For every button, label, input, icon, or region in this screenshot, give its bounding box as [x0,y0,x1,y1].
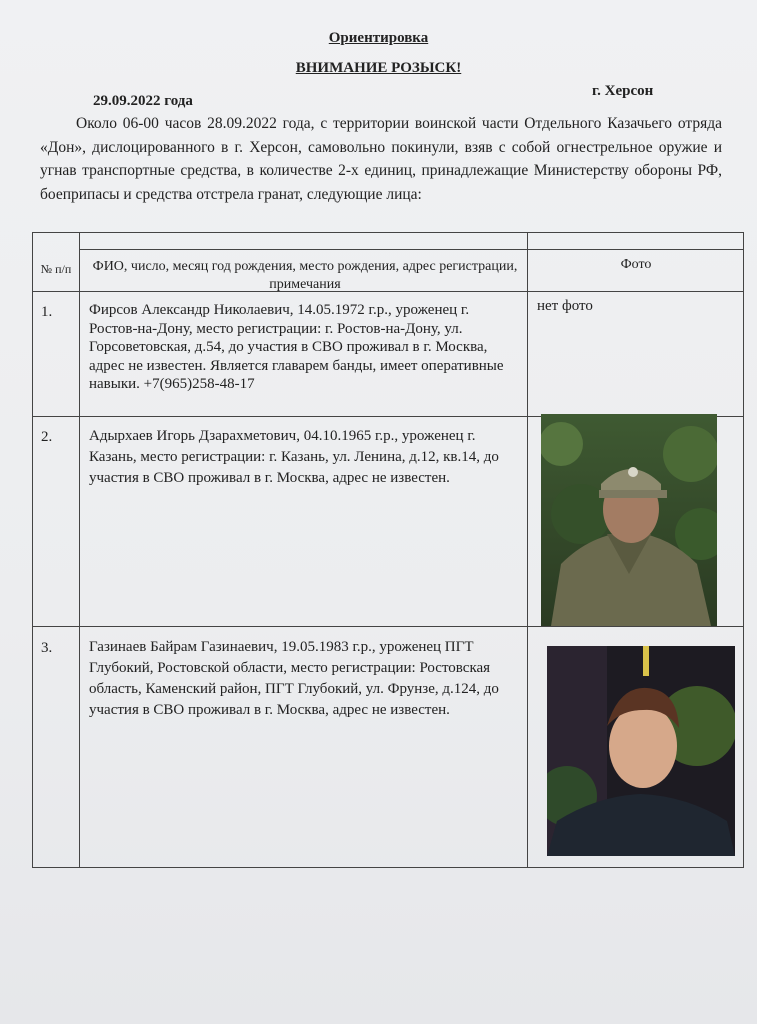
table-line [527,233,528,868]
table-line [33,626,744,627]
table-line [79,249,744,250]
row-1-num: 1. [41,304,53,320]
document-city: г. Херсон [592,83,654,99]
document-subtitle: ВНИМАНИЕ РОЗЫСК! [295,60,462,76]
person-photo-icon [547,646,735,856]
header-num: № п/п [40,262,72,276]
row-3-photo [547,646,735,856]
row-3-info: Газинаев Байрам Газинаевич, 19.05.1983 г.р., уроженец ПГТ Глубокий, Ростовской области, место регистрации: Ростовская область, Каменский район, ПГТ Глубокий, ул. Фрунзе, д.124, до участия в СВО проживал в г. Москва, адрес не известен. [89,639,499,718]
document-date: 29.09.2022 года [93,93,193,109]
row-2-info: Адырхаев Игорь Дзарахметович, 04.10.1965 г.р., уроженец г. Казань, место регистрации: г. Казань, ул. Ленина, д.12, кв.14, до участия в СВО проживал в г. Москва, адрес не известен. [89,428,499,486]
document-title: Ориентировка [328,30,429,46]
row-2-photo [541,414,717,626]
header-photo: Фото [620,257,652,272]
row-1-info: Фирсов Александр Николаевич, 14.05.1972 г.р., уроженец г. Ростов-на-Дону, место регистрации: г. Ростов-на-Дону, ул. Горсоветовская, д.54, до участия в СВО проживал в г. Москва, адрес не известен. Является главарем банды, имеет оперативные навыки. +7(965)258-48-17 [89,302,504,393]
row-2-num: 2. [41,429,53,445]
table-line [79,233,80,868]
header-info: ФИО, число, месяц год рождения, место рождения, адрес регистрации, примечания [92,259,518,292]
wanted-table [32,232,744,868]
person-photo-icon [541,414,717,626]
row-1-photo-note: нет фото [537,298,593,314]
row-3-num: 3. [41,640,53,656]
intro-paragraph: Около 06-00 часов 28.09.2022 года, с территории воинской части Отдельного Казачьего отряда «Дон», дислоцированного в г. Херсон, самовольно покинули, взяв с собой огнестрельное оружие и угнав транспортные средства, в количестве 2-х единиц, принадлежащие Министерству обороны РФ, боеприпасы и средства отстрела гранат, следующие лица: [40,115,722,203]
